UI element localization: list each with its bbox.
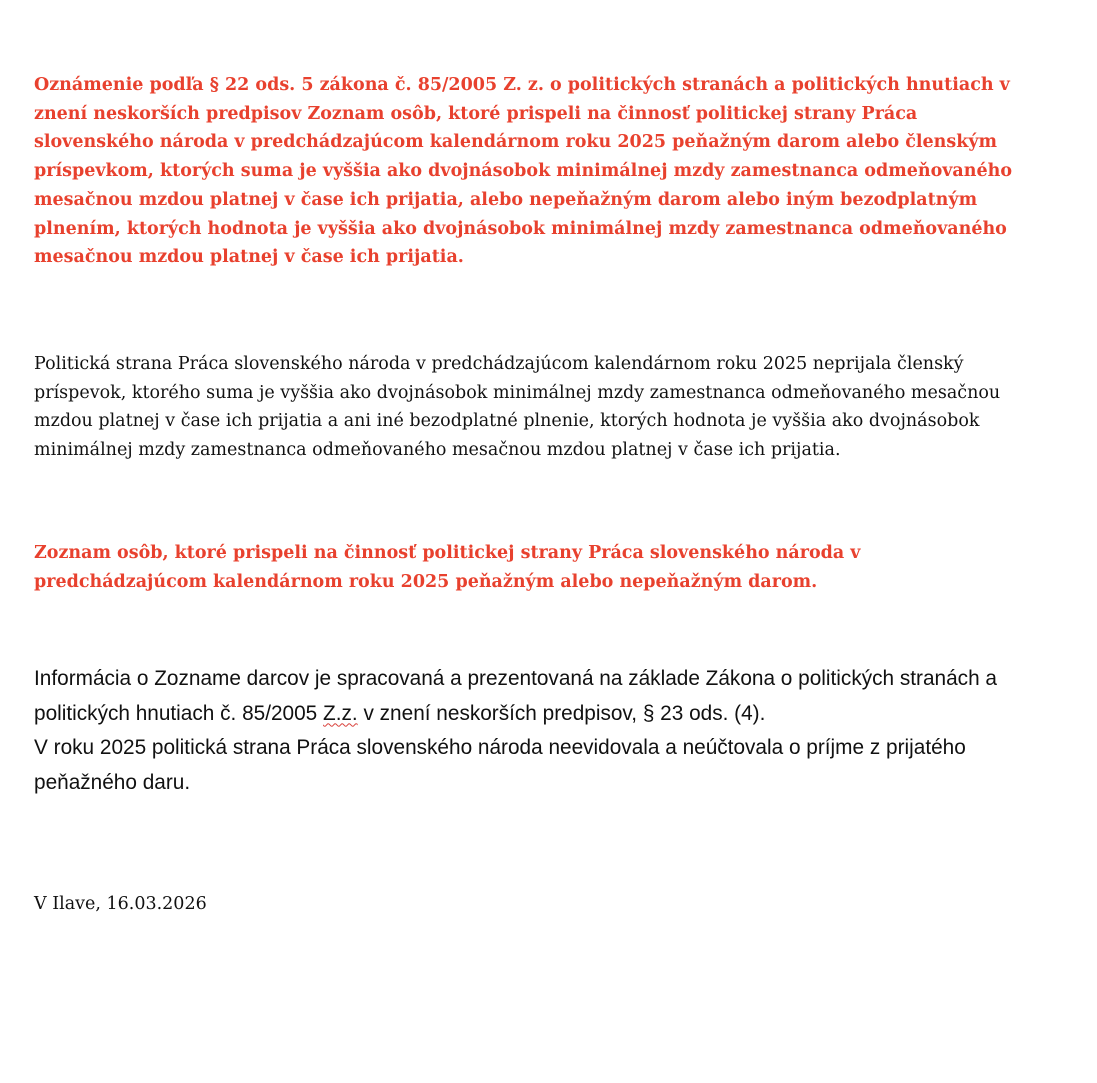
info-paragraph (34, 662, 1034, 800)
place-date: V Ilave, 16.03.2026 (34, 894, 207, 914)
info-text-line2: V roku 2025 politická strana Práca slovenského národa neevidovala a neúčtovala o príjme z prijatého peňažného daru. (34, 736, 966, 794)
info-text-part1: Informácia o Zozname darcov je spracovaná a prezentovaná na základe Zákona o politických stranách a politických hnutiach č. 85/2005 (34, 667, 997, 725)
statement-paragraph: Politická strana Práca slovenského národa v predchádzajúcom kalendárnom roku 2025 neprijala členský príspevok, ktorého suma je vyššia ako dvojnásobok minimálnej mzdy zamestnanca odmeňovaného mesačnou mzdou platnej v čase ich prijatia a ani iné bezodplatné plnenie, ktorých hodnota je vyššia ako dvojnásobok minimálnej mzdy zamestnanca odmeňovaného mesačnou mzdou platnej v čase ich prijatia. (34, 354, 1001, 461)
donors-list-heading: Zoznam osôb, ktoré prispeli na činnosť politickej strany Práca slovenského národa v predchádzajúcom kalendárnom roku 2025 peňažným alebo nepeňažným darom. (34, 543, 861, 592)
info-text-part2: v znení neskorších predpisov, § 23 ods. (4). (357, 701, 766, 725)
spellcheck-flagged-word[interactable]: Z.z. (323, 701, 358, 725)
page-edge-mark-icon (0, 1035, 2, 1051)
notice-heading: Oznámenie podľa § 22 ods. 5 zákona č. 85/2005 Z. z. o politických stranách a politických hnutiach v znení neskorších predpisov Zoznam osôb, ktoré prispeli na činnosť politickej strany Práca slovenského národa v predchádzajúcom kalendárnom roku 2025 peňažným darom alebo členským príspevkom, ktorých suma je vyššia ako dvojnásobok minimálnej mzdy zamestnanca odmeňovaného mesačnou mzdou platnej v čase ich prijatia, alebo nepeňažným darom alebo iným bezodplatným plnením, ktorých hodnota je vyššia ako dvojnásobok minimálnej mzdy zamestnanca odmeňovaného mesačnou mzdou platnej v čase ich prijatia. (34, 75, 1013, 268)
